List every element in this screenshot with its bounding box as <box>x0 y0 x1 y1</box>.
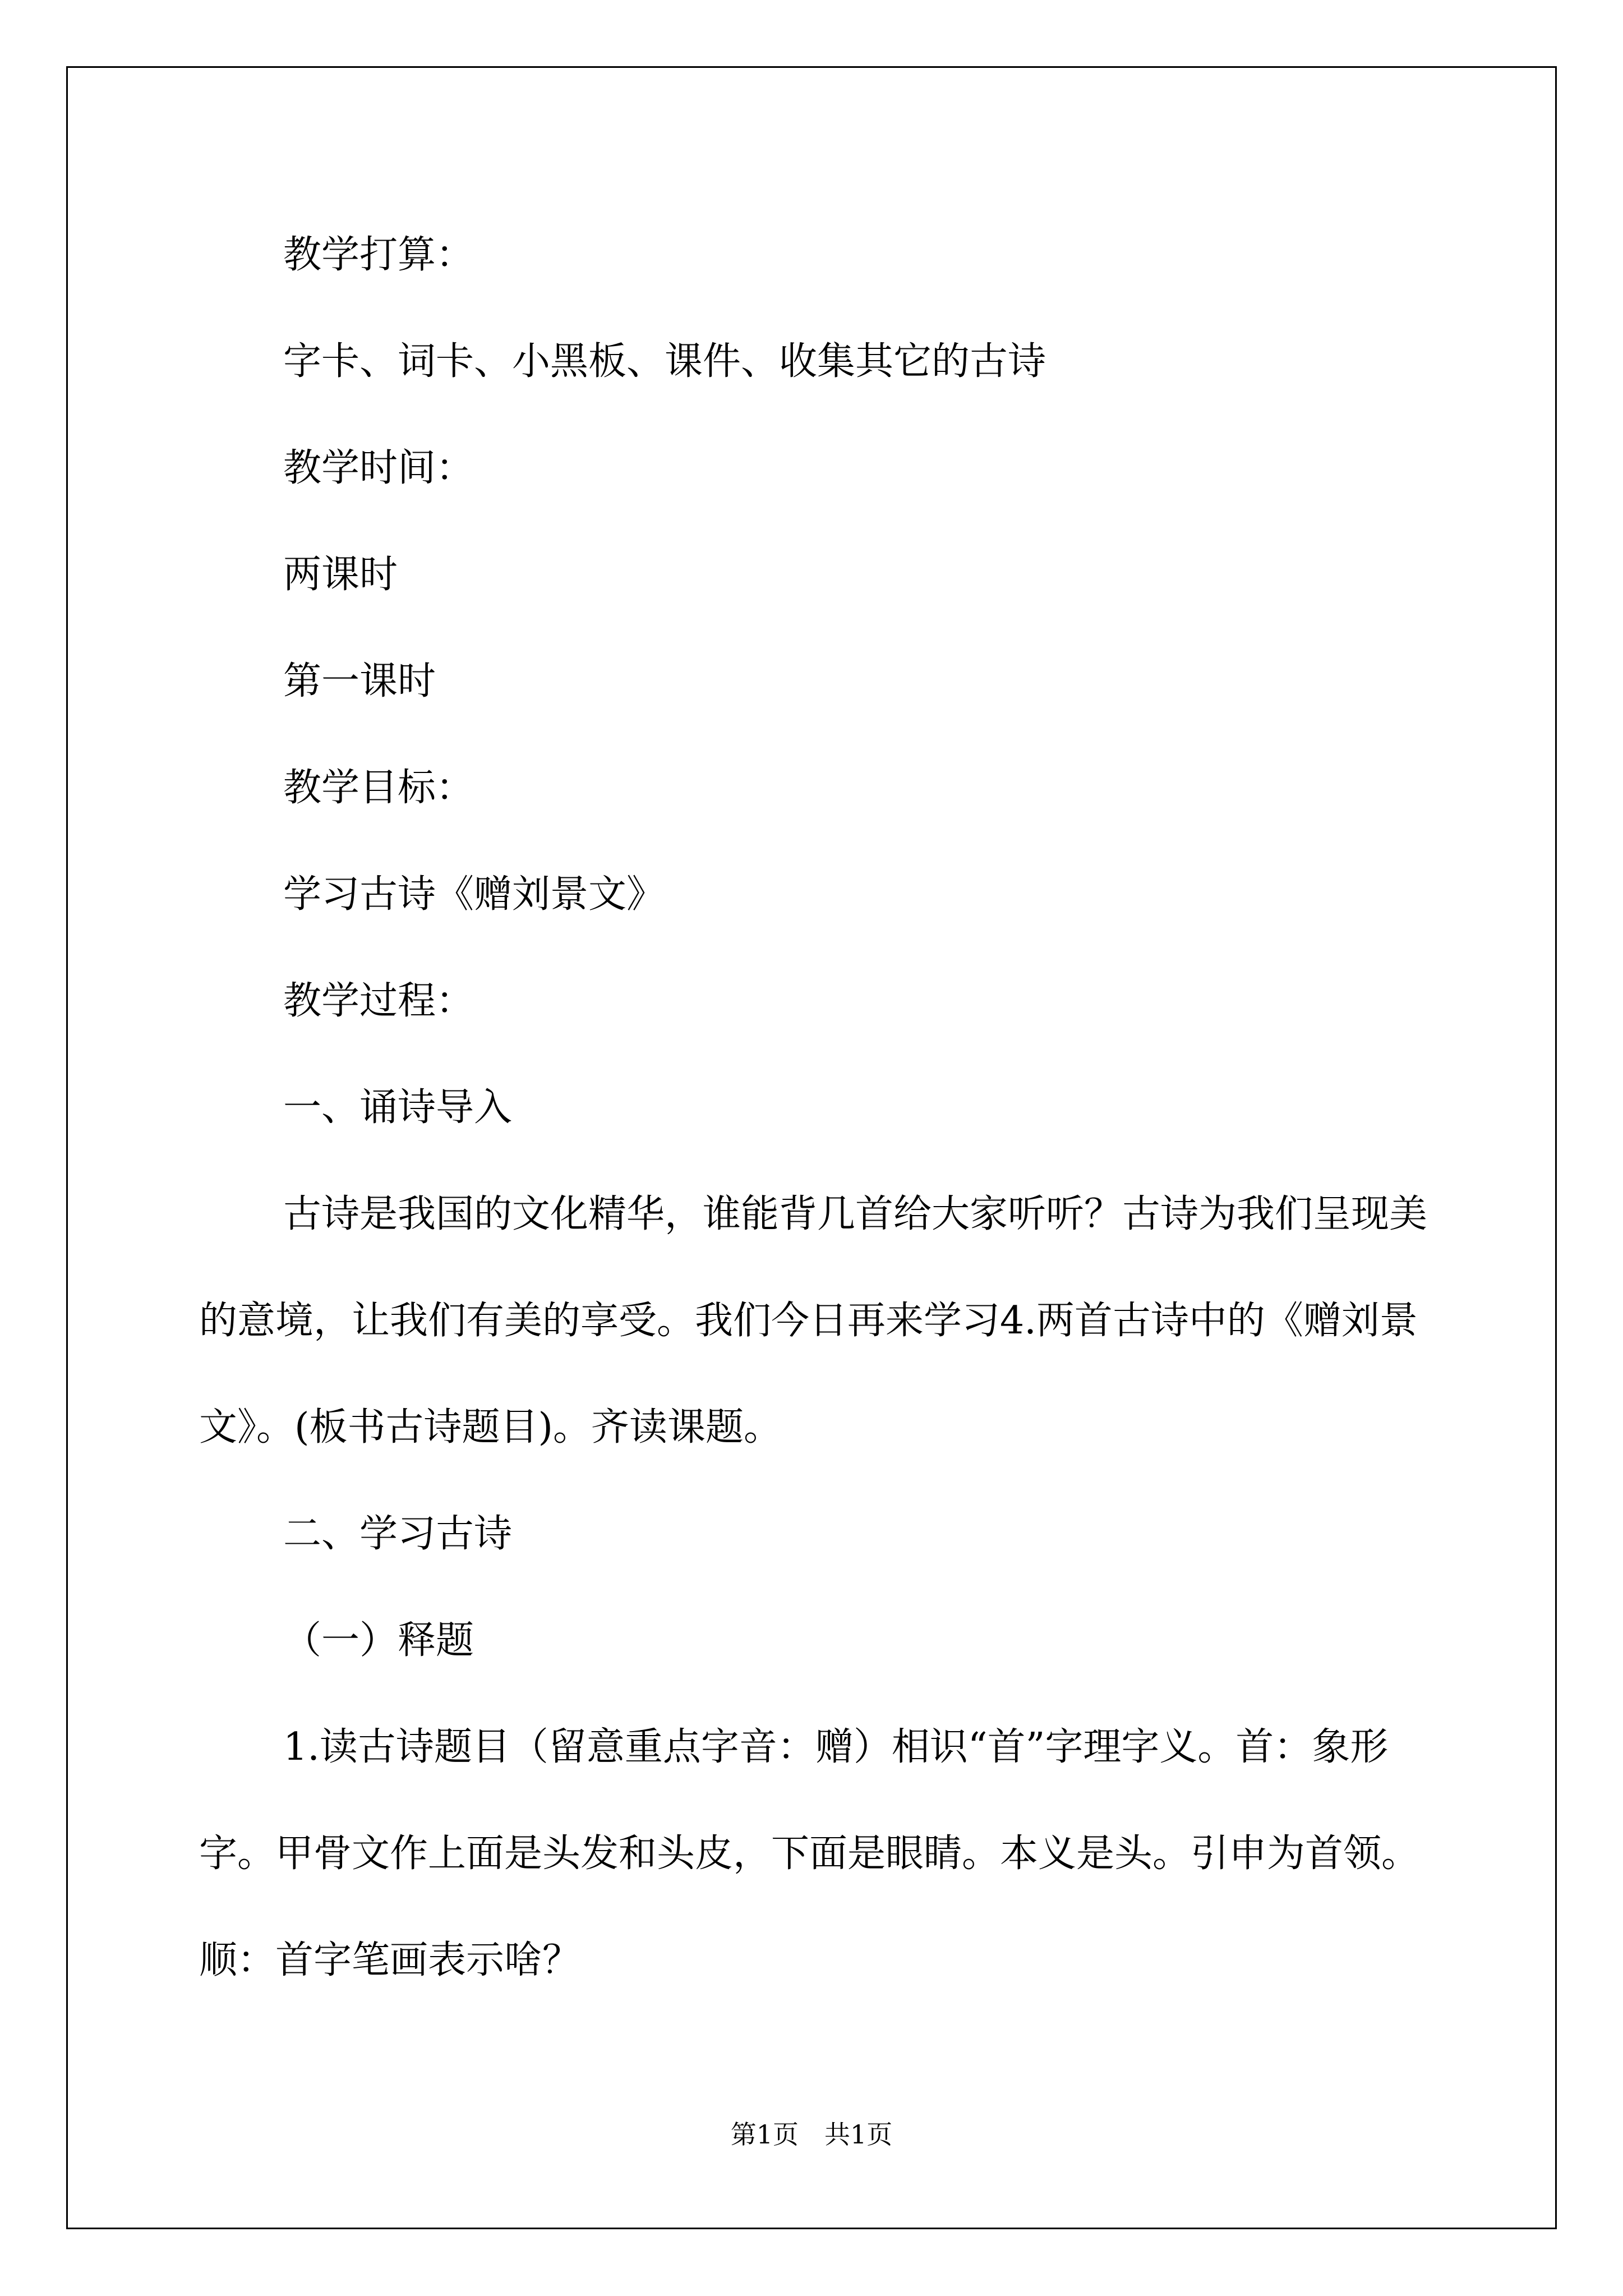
paragraph-objectives-heading: 教学目标： <box>283 766 474 810</box>
paragraph-section-one-heading: 一、诵诗导入 <box>283 1085 513 1130</box>
paragraph-teaching-time-heading: 教学时间： <box>283 446 474 490</box>
paragraph-title-reading-text: 1.读古诗题目（留意重点字音：赠）相识“首”字理字义。首：象形字。甲骨文作上面是头发和头皮，下面是眼睛。本义是头。引申为首领。顺：首字笔画表示啥？ <box>199 1725 1420 1982</box>
document-body <box>199 202 1430 2014</box>
paragraph-objectives-value: 学习古诗《赠刘景文》 <box>283 872 665 917</box>
page-footer: 第1页 共1页 <box>730 2119 893 2150</box>
paragraph-teaching-materials: 字卡、词卡、小黑板、课件、收集其它的古诗 <box>283 339 1046 384</box>
paragraph-first-lesson: 第一课时 <box>283 659 436 703</box>
paragraph-process-heading: 教学过程： <box>283 979 474 1023</box>
paragraph-teaching-time-value: 两课时 <box>283 553 398 597</box>
paragraph-intro-text: 古诗是我国的文化精华，谁能背几首给大家听听？古诗为我们呈现美的意境，让我们有美的享受。我们今日再来学习4.两首古诗中的《赠刘景文》。(板书古诗题目)。齐读课题。 <box>199 1192 1428 1450</box>
paragraph-subsection-heading: （一）释题 <box>283 1618 474 1663</box>
paragraph-section-two-heading: 二、学习古诗 <box>283 1512 513 1556</box>
paragraph-teaching-prep-heading: 教学打算： <box>283 233 474 277</box>
